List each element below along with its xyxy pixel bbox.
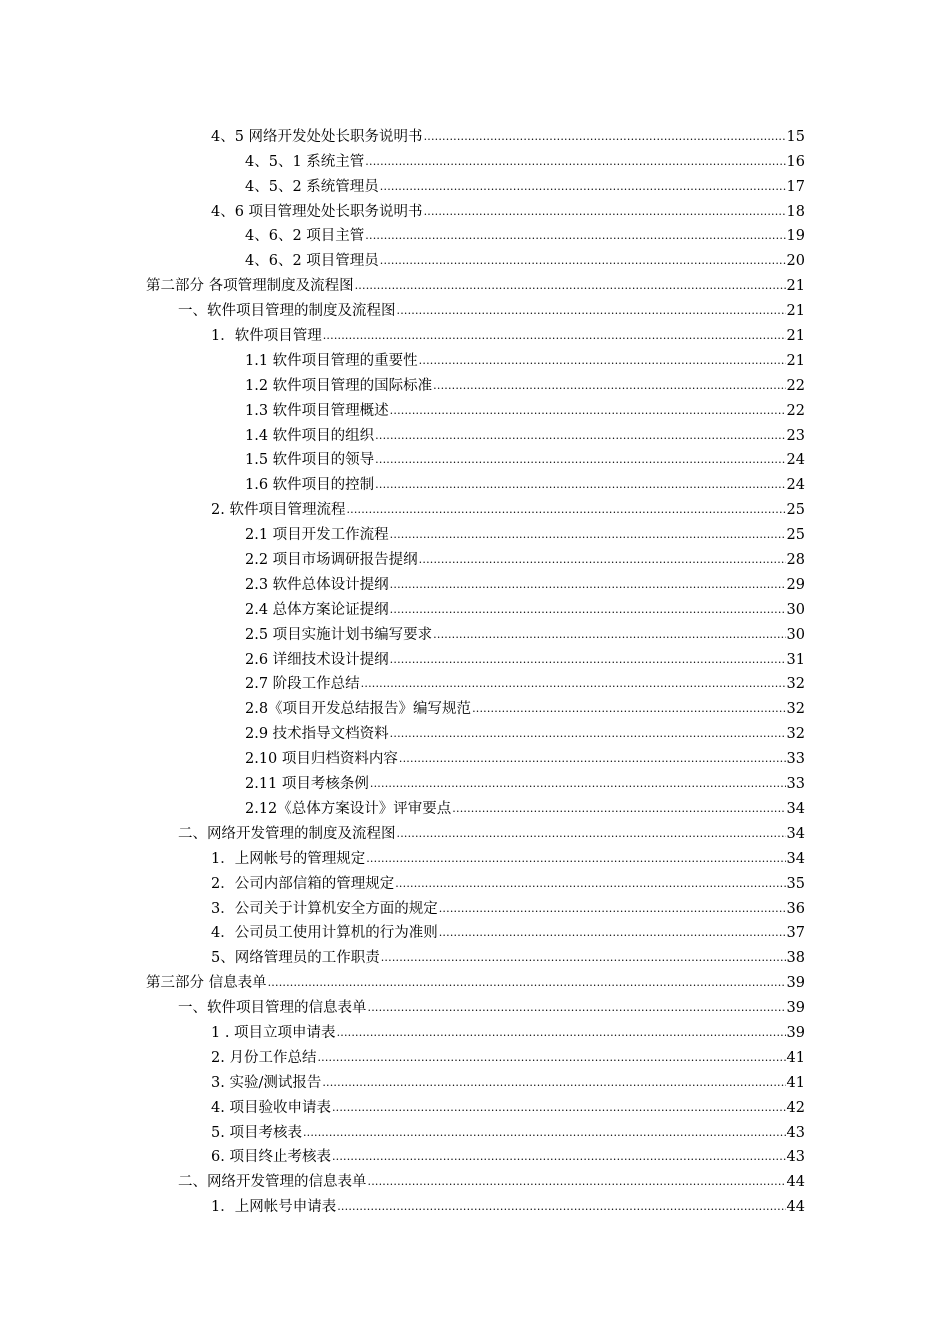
toc-dot-leader	[317, 1049, 785, 1066]
toc-entry[interactable]	[0, 273, 950, 298]
toc-entry[interactable]	[0, 846, 950, 871]
toc-entry-title: 4、6、2 项目管理员	[245, 253, 379, 270]
toc-entry-title: 2.3 软件总体设计提纲	[245, 576, 389, 593]
toc-page-number: 36	[786, 900, 805, 917]
toc-entry[interactable]	[0, 721, 950, 746]
toc-entry[interactable]	[0, 821, 950, 846]
toc-dot-leader	[323, 327, 786, 344]
toc-page-number: 25	[786, 527, 805, 544]
toc-page-number: 42	[786, 1099, 805, 1116]
toc-entry-title: 第二部分 各项管理制度及流程图	[146, 278, 354, 295]
toc-entry[interactable]	[0, 1120, 950, 1145]
toc-entry-title: 2. 月份工作总结	[211, 1049, 317, 1066]
toc-page-number: 30	[786, 626, 805, 643]
toc-page-number: 43	[786, 1149, 805, 1166]
toc-dot-leader	[332, 1099, 786, 1116]
toc-entry-title: 2.10 项目归档资料内容	[245, 751, 398, 768]
toc-entry[interactable]	[0, 547, 950, 572]
toc-dot-leader	[303, 1124, 786, 1141]
toc-entry-title: 2.11 项目考核条例	[245, 776, 369, 793]
toc-entry-title: 4、5 网络开发处处长职务说明书	[211, 128, 423, 145]
toc-page-number: 20	[786, 253, 805, 270]
toc-dot-leader	[365, 227, 785, 244]
toc-dot-leader	[390, 651, 786, 668]
toc-dot-leader	[381, 949, 786, 966]
toc-entry-title: 一、软件项目管理的制度及流程图	[178, 303, 396, 320]
toc-entry-title: 1．上网帐号申请表	[211, 1199, 337, 1216]
toc-dot-leader	[368, 1173, 786, 1190]
toc-entry-title: 6. 项目终止考核表	[211, 1149, 331, 1166]
toc-page-number: 21	[786, 328, 805, 345]
toc-entry-title: 2.6 详细技术设计提纲	[245, 651, 389, 668]
toc-entry[interactable]	[0, 298, 950, 323]
toc-entry[interactable]	[0, 248, 950, 273]
toc-dot-leader	[424, 203, 786, 220]
toc-page-number: 44	[786, 1174, 805, 1191]
toc-dot-leader	[370, 775, 786, 792]
toc-entry[interactable]	[0, 921, 950, 946]
toc-dot-leader	[419, 551, 786, 568]
toc-entry-title: 2.9 技术指导文档资料	[245, 726, 389, 743]
toc-entry[interactable]	[0, 199, 950, 224]
toc-page-number: 24	[786, 452, 805, 469]
toc-entry[interactable]	[0, 1095, 950, 1120]
toc-dot-leader	[380, 252, 786, 269]
toc-entry[interactable]	[0, 647, 950, 672]
toc-entry-title: 1 . 项目立项申请表	[211, 1024, 336, 1041]
toc-dot-leader	[433, 377, 785, 394]
toc-entry[interactable]	[0, 472, 950, 497]
toc-dot-leader	[439, 924, 786, 941]
toc-entry[interactable]	[0, 522, 950, 547]
toc-entry[interactable]	[0, 448, 950, 473]
toc-entry-title: 二、网络开发管理的制度及流程图	[178, 825, 396, 842]
toc-entry-title: 1．上网帐号的管理规定	[211, 850, 366, 867]
toc-entry-title: 第三部分 信息表单	[146, 975, 267, 992]
toc-page-number: 22	[786, 402, 805, 419]
toc-entry-title: 3. 实验/测试报告	[211, 1074, 322, 1091]
toc-page-number: 30	[786, 601, 805, 618]
toc-dot-leader	[268, 974, 786, 991]
toc-entry[interactable]	[0, 970, 950, 995]
toc-page-number: 44	[786, 1199, 805, 1216]
toc-entry-title: 二、网络开发管理的信息表单	[178, 1174, 367, 1191]
toc-page-number: 41	[786, 1074, 805, 1091]
toc-dot-leader	[397, 302, 786, 319]
toc-entry[interactable]	[0, 1070, 950, 1095]
toc-dot-leader	[368, 999, 786, 1016]
toc-entry-title: 一、软件项目管理的信息表单	[178, 1000, 367, 1017]
toc-entry-title: 2.1 项目开发工作流程	[245, 527, 389, 544]
toc-entry[interactable]	[0, 572, 950, 597]
toc-entry[interactable]	[0, 348, 950, 373]
toc-page-number: 39	[786, 1000, 805, 1017]
toc-dot-leader	[395, 875, 785, 892]
toc-entry[interactable]	[0, 497, 950, 522]
toc-entry[interactable]	[0, 871, 950, 896]
toc-page-number: 34	[786, 800, 805, 817]
toc-entry[interactable]	[0, 323, 950, 348]
toc-dot-leader	[390, 526, 786, 543]
toc-entry-title: 4. 项目验收申请表	[211, 1099, 331, 1116]
toc-dot-leader	[365, 153, 785, 170]
toc-entry[interactable]	[0, 1194, 950, 1219]
toc-dot-leader	[452, 800, 785, 817]
toc-dot-leader	[366, 850, 785, 867]
toc-entry-title: 4、6 项目管理处处长职务说明书	[211, 203, 423, 220]
toc-page-number: 24	[786, 477, 805, 494]
toc-entry[interactable]	[0, 622, 950, 647]
toc-entry[interactable]	[0, 597, 950, 622]
toc-page-number: 33	[786, 776, 805, 793]
toc-entry[interactable]	[0, 696, 950, 721]
toc-page-number: 34	[786, 825, 805, 842]
toc-page-number: 32	[786, 676, 805, 693]
toc-page-number: 39	[786, 1024, 805, 1041]
toc-entry[interactable]	[0, 746, 950, 771]
toc-page-number: 34	[786, 850, 805, 867]
toc-entry-title: 1.1 软件项目管理的重要性	[245, 352, 418, 369]
toc-entry-title: 2.4 总体方案论证提纲	[245, 601, 389, 618]
toc-dot-leader	[472, 700, 785, 717]
toc-dot-leader	[332, 1148, 786, 1165]
toc-entry[interactable]	[0, 1045, 950, 1070]
toc-dot-leader	[346, 501, 785, 518]
toc-entry-title: 1.5 软件项目的领导	[245, 452, 375, 469]
toc-entry[interactable]	[0, 1020, 950, 1045]
toc-page-number: 21	[786, 278, 805, 295]
toc-entry[interactable]	[0, 124, 950, 149]
toc-entry[interactable]	[0, 945, 950, 970]
toc-page-number: 43	[786, 1124, 805, 1141]
toc-page-number: 37	[786, 925, 805, 942]
toc-entry-title: 2.7 阶段工作总结	[245, 676, 360, 693]
toc-dot-leader	[337, 1024, 786, 1041]
toc-entry-title: 5、网络管理员的工作职责	[211, 950, 380, 967]
toc-dot-leader	[355, 277, 786, 294]
toc-entry-title: 1.2 软件项目管理的国际标准	[245, 377, 433, 394]
toc-page-number: 39	[786, 975, 805, 992]
toc-entry[interactable]	[0, 1145, 950, 1170]
toc-dot-leader	[375, 476, 785, 493]
toc-entry[interactable]	[0, 174, 950, 199]
toc-entry[interactable]	[0, 224, 950, 249]
toc-page-number: 38	[786, 950, 805, 967]
toc-entry-title: 2.5 项目实施计划书编写要求	[245, 626, 433, 643]
toc-page-number: 31	[786, 651, 805, 668]
toc-page-number: 28	[786, 552, 805, 569]
toc-entry-title: 2. 软件项目管理流程	[211, 502, 346, 519]
toc-page-number: 32	[786, 701, 805, 718]
toc-page-number: 21	[786, 303, 805, 320]
toc-dot-leader	[337, 1198, 785, 1215]
toc-entry-title: 1.4 软件项目的组织	[245, 427, 375, 444]
toc-page-number: 32	[786, 726, 805, 743]
toc-page-number: 22	[786, 377, 805, 394]
toc-entry[interactable]	[0, 896, 950, 921]
toc-dot-leader	[399, 750, 786, 767]
toc-dot-leader	[390, 402, 786, 419]
toc-entry[interactable]	[0, 796, 950, 821]
toc-page-number: 18	[786, 203, 805, 220]
toc-entry[interactable]	[0, 398, 950, 423]
toc-page-number: 33	[786, 751, 805, 768]
toc-dot-leader	[390, 725, 786, 742]
toc-entry-title: 3．公司关于计算机安全方面的规定	[211, 900, 438, 917]
toc-entry-title: 2．公司内部信箱的管理规定	[211, 875, 395, 892]
toc-dot-leader	[322, 1074, 785, 1091]
toc-page-number: 23	[786, 427, 805, 444]
toc-entry-title: 4、6、2 项目主管	[245, 228, 365, 245]
toc-dot-leader	[397, 825, 786, 842]
toc-dot-leader	[419, 352, 786, 369]
toc-entry-title: 2.8《项目开发总结报告》编写规范	[245, 701, 472, 718]
toc-entry-title: 1．软件项目管理	[211, 328, 322, 345]
toc-entry-title: 4．公司员工使用计算机的行为准则	[211, 925, 438, 942]
toc-dot-leader	[433, 626, 785, 643]
table-of-contents	[0, 124, 950, 1219]
toc-entry[interactable]	[0, 995, 950, 1020]
toc-entry-title: 4、5、1 系统主管	[245, 153, 365, 170]
toc-page-number: 41	[786, 1049, 805, 1066]
toc-entry[interactable]	[0, 1169, 950, 1194]
toc-entry[interactable]	[0, 423, 950, 448]
toc-dot-leader	[380, 178, 786, 195]
toc-dot-leader	[390, 576, 786, 593]
toc-page-number: 16	[786, 153, 805, 170]
toc-entry-title: 1.3 软件项目管理概述	[245, 402, 389, 419]
toc-entry-title: 5. 项目考核表	[211, 1124, 302, 1141]
toc-page-number: 29	[786, 576, 805, 593]
toc-page-number: 19	[786, 228, 805, 245]
toc-entry-title: 2.12《总体方案设计》评审要点	[245, 800, 452, 817]
toc-entry[interactable]	[0, 373, 950, 398]
toc-dot-leader	[390, 601, 786, 618]
toc-dot-leader	[424, 128, 786, 145]
toc-page-number: 35	[786, 875, 805, 892]
toc-entry[interactable]	[0, 672, 950, 697]
toc-dot-leader	[375, 451, 785, 468]
toc-entry[interactable]	[0, 771, 950, 796]
toc-entry-title: 4、5、2 系统管理员	[245, 178, 379, 195]
toc-dot-leader	[439, 900, 786, 917]
toc-page-number: 17	[786, 178, 805, 195]
toc-dot-leader	[361, 675, 786, 692]
toc-page-number: 25	[786, 502, 805, 519]
toc-entry-title: 1.6 软件项目的控制	[245, 477, 375, 494]
toc-entry-title: 2.2 项目市场调研报告提纲	[245, 552, 418, 569]
toc-dot-leader	[375, 427, 785, 444]
toc-page-number: 15	[786, 128, 805, 145]
toc-entry[interactable]	[0, 149, 950, 174]
toc-page-number: 21	[786, 352, 805, 369]
